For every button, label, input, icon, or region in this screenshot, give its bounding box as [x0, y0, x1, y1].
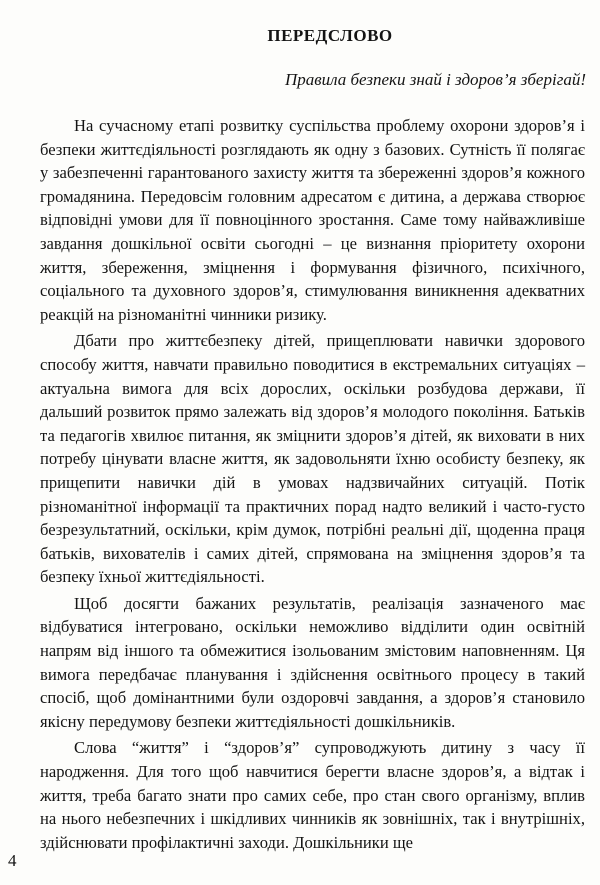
paragraph-4: Слова “життя” і “здоров’я” супроводжують дитину з часу її народження. Для того щоб навчитися берегти власне здоров’я, а відтак і життя, треба багато знати про самих себе, про стан свого організму, вплив на нього небезпечних і шкідливих чинників як зовнішніх, так і внутрішніх, здійснювати профілактичні заходи. Дошкільники ще	[40, 738, 585, 852]
body-text	[40, 114, 585, 854]
epigraph: Правила безпеки знай і здоров’я зберігай!	[284, 70, 586, 89]
paragraph-3: Щоб досягти бажаних результатів, реалізація зазначеного має відбуватися інтегровано, оскільки неможливо відділити один освітній напрям від іншого та обмежитися ізольованим змістовим наповненням. Ця вимога передбачає планування і здійснення освітнього процесу в такий спосіб, щоб домінантними були оздоровчі завдання, а здоров’я становило якісну передумову безпеки життєдіяльності дошкільників.	[40, 593, 585, 731]
paragraph-1: На сучасному етапі розвитку суспільства проблему охорони здоров’я і безпеки життєдіяльності розглядають як одну з базових. Сутність її полягає у забезпеченні гарантованого захисту життя та збереженні здоров’я кожного громадянина. Передовсім головним адресатом є дитина, а держава створює відповідні умови для її повноцінного зростання. Саме тому найважливіше завдання дошкільної освіти сьогодні – це визнання пріоритету охорони життя, збереження, зміцнення і формування фізичного, психічного, соціального та духовного здоров’я, стимулювання виникнення адекватних реакцій на різноманітні чинники ризику.	[40, 116, 585, 324]
paragraph-2: Дбати про життєбезпеку дітей, прищеплювати навички здорового способу життя, навчати правильно поводитися в екстремальних ситуаціях – актуальна вимога для всіх дорослих, оскільки розбудова держави, її дальший розвиток прямо залежать від здоров’я молодого покоління. Батьків та педагогів хвилює питання, як зміцнити здоров’я дітей, як виховати в них потребу цінувати власне життя, як задовольняти їхню особисту безпеку, як прищепити навички дій в умовах надзвичайних ситуацій. Потік різноманітної інформації та практичних порад надто великий і часто-густо безрезультатний, оскільки, крім думок, потрібні реальні дії, щоденна праця батьків, вихователів і самих дітей, спрямована на зміцнення здоров’я та безпеку їхньої життєдіяльності.	[40, 331, 585, 587]
page-title: ПЕРЕДСЛОВО	[267, 26, 393, 45]
page-number: 4	[8, 851, 17, 870]
